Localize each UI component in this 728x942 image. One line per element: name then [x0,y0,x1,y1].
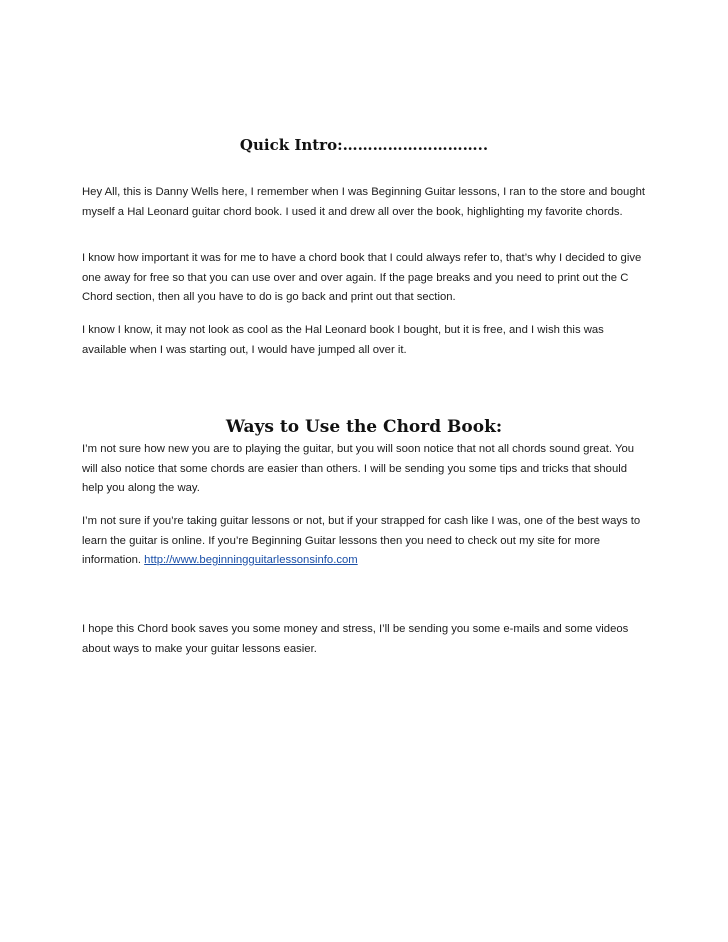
intro-paragraph: I know I know, it may not look as cool as the Hal Leonard book I bought, but it is free, and I wish this was available when I was starting out, I would have jumped all over it. [82,324,604,356]
intro-paragraph: Hey All, this is Danny Wells here, I remember when I was Beginning Guitar lessons, I ran to the store and bought myself a Hal Leonard guitar chord book. I used it and drew all over the book, highlighting my favorite chords. [82,186,646,218]
ways-to-use-heading: Ways to Use the Chord Book: [225,417,503,437]
ways-paragraph: I’m not sure how new you are to playing the guitar, but you will soon notice that not all chords sound great. You will also notice that some chords are easier than others. I will be sending you some tips and tricks that should help you along the way. [82,443,635,494]
quick-intro-heading: Quick Intro:……………………….. [239,136,489,154]
ways-paragraph-text: I’m not sure if you’re taking guitar lessons or not, but if your strapped for cash like I was, one of the best ways to learn the guitar is online. If you’re Beginning Guitar lessons then you need to check out my site for more information. [82,515,641,566]
ways-paragraph-with-link [82,512,648,571]
site-link[interactable]: http://www.beginningguitarlessonsinfo.com [144,554,358,566]
closing-paragraph: I hope this Chord book saves you some money and stress, I’ll be sending you some e-mails and some videos about ways to make your guitar lessons easier. [82,623,629,655]
intro-paragraph: I know how important it was for me to have a chord book that I could always refer to, that’s why I decided to give one away for free so that you can use over and over again. If the page breaks and you need to print out the C Chord section, then all you have to do is go back and print out that section. [82,252,642,303]
